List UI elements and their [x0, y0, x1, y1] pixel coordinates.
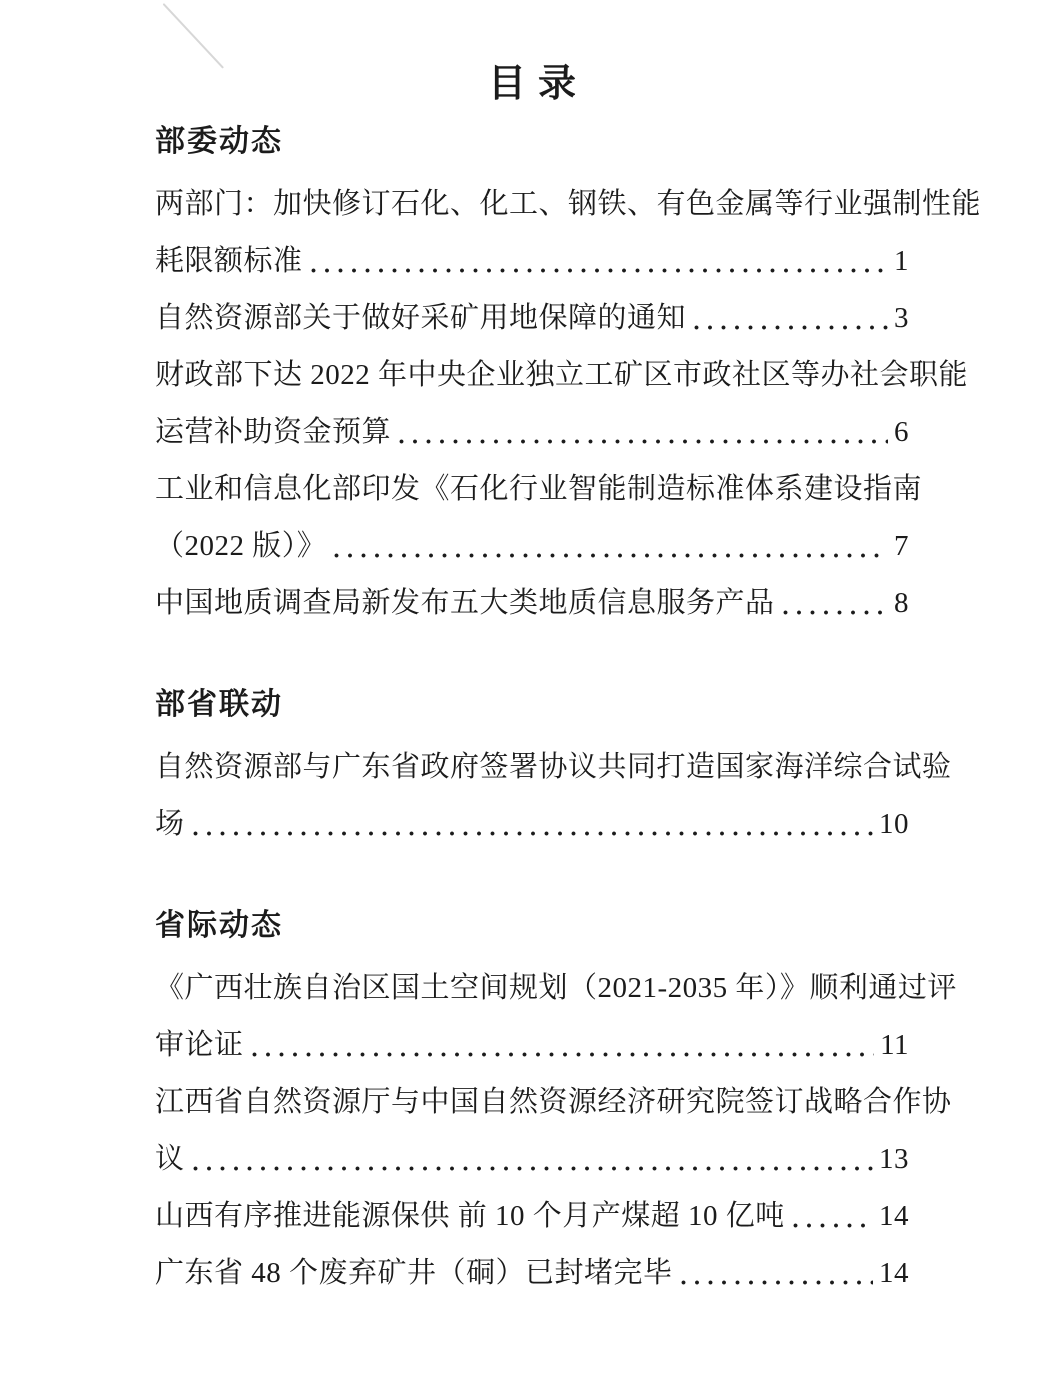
toc-section-provincial-news [155, 897, 957, 1302]
entry-line [155, 1131, 909, 1188]
toc-entry[interactable] [155, 176, 982, 290]
toc-title: 目录 [487, 63, 588, 105]
dot-leader [783, 575, 888, 632]
entry-line [155, 290, 909, 347]
toc-content [155, 56, 982, 1302]
entry-line [155, 960, 957, 1017]
page-number: 6 [894, 416, 909, 448]
page-number: 14 [879, 1200, 909, 1232]
dot-leader [334, 518, 888, 575]
entry-line [155, 404, 909, 461]
entry-line [155, 176, 982, 233]
page-number: 14 [879, 1257, 909, 1289]
entry-line [155, 1017, 909, 1074]
entry-line [155, 1074, 952, 1131]
toc-entry[interactable] [155, 575, 909, 632]
entry-text: 自然资源部关于做好采矿用地保障的通知 [155, 302, 687, 334]
toc-entry[interactable] [155, 1074, 952, 1188]
dot-leader [252, 1017, 875, 1074]
dot-leader [681, 1245, 873, 1302]
entry-line [155, 461, 923, 518]
toc-entry[interactable] [155, 347, 969, 461]
section-header: 省际动态 [155, 909, 283, 942]
entry-line [155, 575, 909, 632]
entry-text: 中国地质调查局新发布五大类地质信息服务产品 [155, 587, 775, 619]
entry-text: 工业和信息化部印发《石化行业智能制造标准体系建设指南 [155, 473, 923, 505]
entry-text: 广东省 48 个废弃矿井（硐）已封堵完毕 [155, 1257, 673, 1289]
dot-leader [694, 290, 888, 347]
page-number: 8 [894, 587, 909, 619]
entry-line [155, 233, 909, 290]
dot-leader [193, 1131, 873, 1188]
section-header: 部省联动 [155, 688, 283, 721]
entry-text: 两部门：加快修订石化、化工、钢铁、有色金属等行业强制性能 [155, 188, 982, 220]
entry-line [155, 1245, 909, 1302]
page-number: 7 [894, 530, 909, 562]
entry-line [155, 518, 909, 575]
dot-leader [793, 1188, 873, 1245]
section-header: 部委动态 [155, 125, 283, 158]
entry-text: 审论证 [155, 1029, 244, 1061]
toc-entry[interactable] [155, 960, 957, 1074]
entry-text: 场 [155, 808, 185, 840]
page-number: 3 [894, 302, 909, 334]
page-number: 10 [879, 808, 909, 840]
dot-leader [399, 404, 888, 461]
entry-text: 耗限额标准 [155, 245, 303, 277]
entry-text: （2022 版）》 [155, 530, 327, 562]
entry-line [155, 1188, 909, 1245]
toc-entry[interactable] [155, 739, 952, 853]
dot-leader [193, 796, 873, 853]
entry-line [155, 739, 952, 796]
toc-entry[interactable] [155, 1188, 909, 1245]
toc-entry[interactable] [155, 290, 909, 347]
entry-text: 自然资源部与广东省政府签署协议共同打造国家海洋综合试验 [155, 751, 952, 783]
dot-leader [311, 233, 888, 290]
entry-line [155, 347, 969, 404]
entry-text: 运营补助资金预算 [155, 416, 392, 448]
toc-entry[interactable] [155, 461, 923, 575]
entry-text: 《广西壮族自治区国土空间规划（2021-2035 年）》顺利通过评 [155, 972, 957, 1004]
page-number: 13 [879, 1143, 909, 1175]
toc-section-ministry-province [155, 676, 952, 853]
page-number: 11 [880, 1029, 909, 1061]
entry-line [155, 796, 909, 853]
entry-text: 江西省自然资源厅与中国自然资源经济研究院签订战略合作协 [155, 1086, 952, 1118]
entry-text: 议 [155, 1143, 185, 1175]
entry-text: 财政部下达 2022 年中央企业独立工矿区市政社区等办社会职能 [155, 359, 969, 391]
page-number: 1 [894, 245, 909, 277]
entry-text: 山西有序推进能源保供 前 10 个月产煤超 10 亿吨 [155, 1200, 785, 1232]
toc-entry[interactable] [155, 1245, 909, 1302]
toc-section-ministry-news [155, 113, 982, 632]
